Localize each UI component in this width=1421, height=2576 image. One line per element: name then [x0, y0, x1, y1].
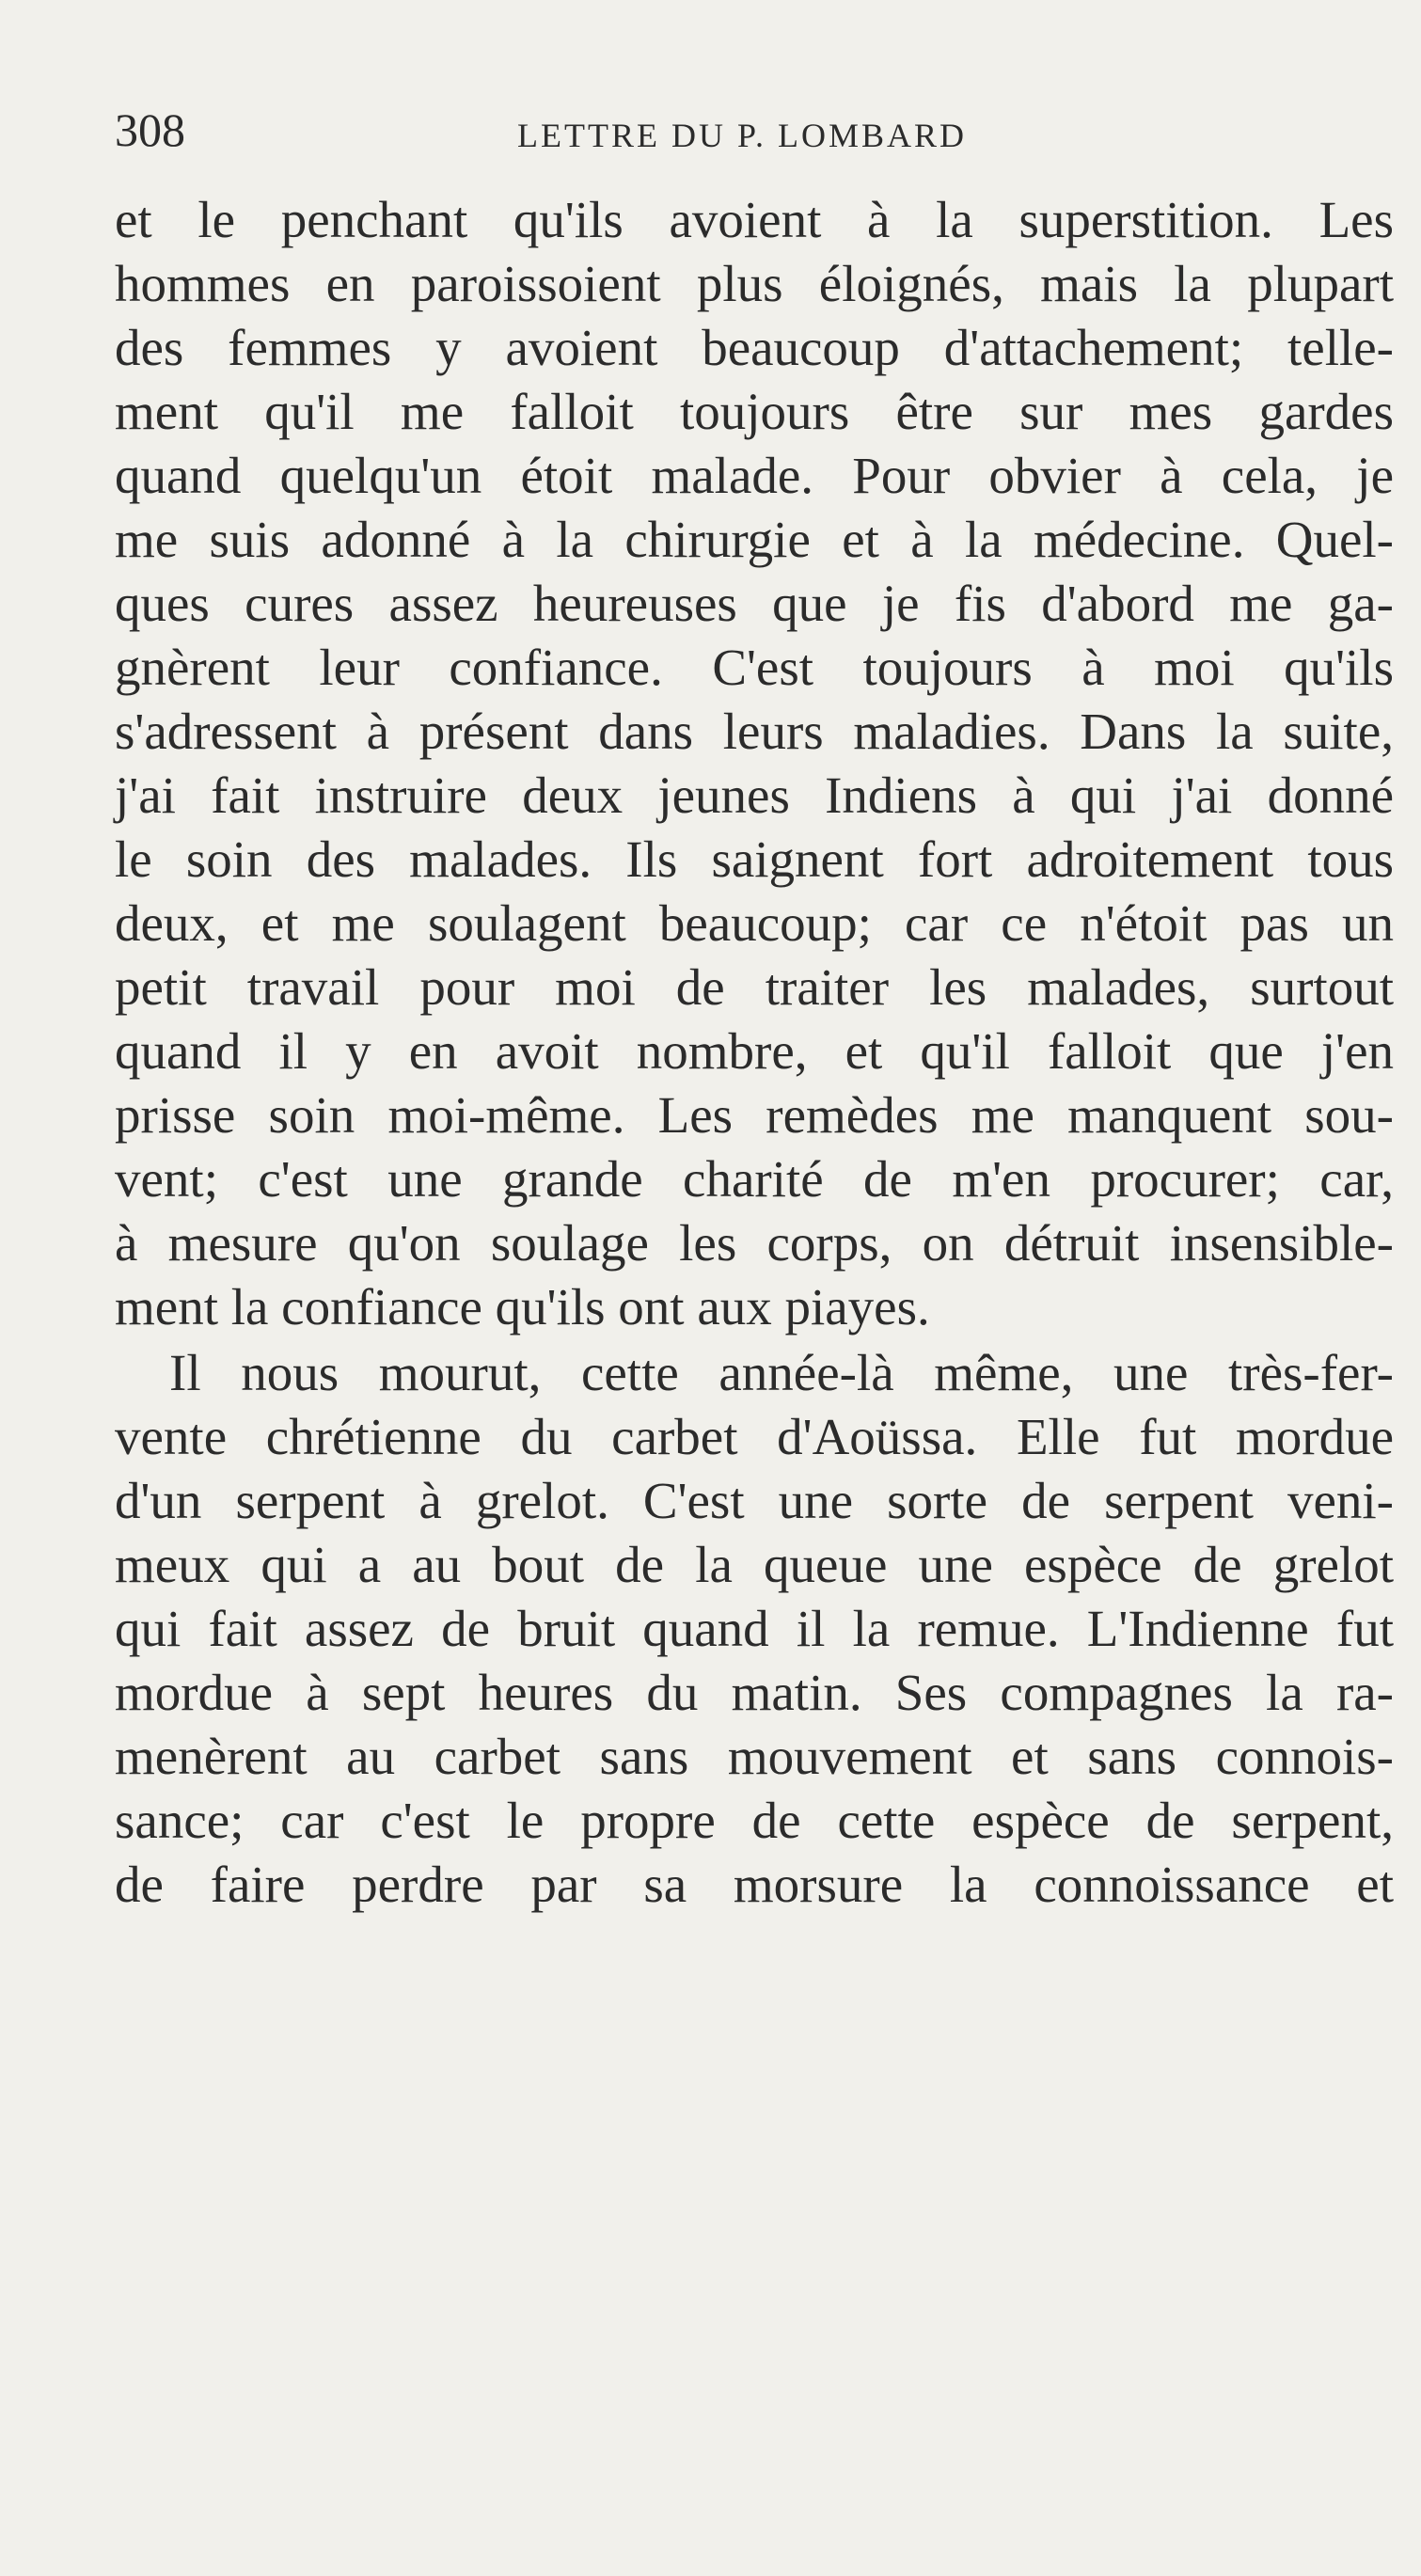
page-header: [115, 102, 1394, 158]
page-number: 308: [115, 103, 185, 156]
text-line: j'ai fait instruire deux jeunes Indiens à qui j'ai donné: [115, 766, 1394, 824]
running-head: LETTRE DU P. LOMBARD: [517, 117, 968, 154]
text-line: menèrent au carbet sans mouvement et sans connois-: [115, 1728, 1394, 1785]
text-line: ment qu'il me falloit toujours être sur mes gardes: [115, 383, 1394, 440]
text-line: gnèrent leur confiance. C'est toujours à moi qu'ils: [115, 639, 1394, 696]
text-line: petit travail pour moi de traiter les malades, surtout: [115, 958, 1394, 1016]
text-line: de faire perdre par sa morsure la connoissance et: [115, 1856, 1394, 1913]
text-line: vent; c'est une grande charité de m'en procurer; car,: [115, 1150, 1394, 1208]
text-line: meux qui a au bout de la queue une espèce de grelot: [115, 1536, 1394, 1593]
text-line: quand il y en avoit nombre, et qu'il falloit que j'en: [115, 1022, 1394, 1080]
text-line: ques cures assez heureuses que je fis d'abord me ga-: [115, 575, 1394, 632]
text-line: vente chrétienne du carbet d'Aoüssa. Elle fut mordue: [115, 1408, 1394, 1465]
text-line: mordue à sept heures du matin. Ses compagnes la ra-: [115, 1664, 1394, 1721]
text-line: des femmes y avoient beaucoup d'attachement; telle-: [115, 319, 1394, 376]
text-line: sance; car c'est le propre de cette espèce de serpent,: [115, 1792, 1394, 1849]
text-line: qui fait assez de bruit quand il la remue. L'Indienne fut: [115, 1600, 1394, 1657]
paragraph-2: [115, 1341, 1394, 1917]
text-line: prisse soin moi-même. Les remèdes me manquent sou-: [115, 1086, 1394, 1144]
text-line: à mesure qu'on soulage les corps, on détruit insensible-: [115, 1214, 1394, 1272]
text-line: s'adressent à présent dans leurs maladies. Dans la suite,: [115, 703, 1394, 760]
text-line: deux, et me soulagent beaucoup; car ce n'étoit pas un: [115, 894, 1394, 952]
body-text: [115, 188, 1394, 1917]
text-line: et le penchant qu'ils avoient à la superstition. Les: [115, 191, 1394, 248]
text-line: ment la confiance qu'ils ont aux piayes.: [115, 1278, 930, 1335]
text-line: d'un serpent à grelot. C'est une sorte de serpent veni-: [115, 1472, 1394, 1529]
text-line: me suis adonné à la chirurgie et à la médecine. Quel-: [115, 511, 1394, 568]
text-line: hommes en paroissoient plus éloignés, mais la plupart: [115, 255, 1394, 312]
text-line: Il nous mourut, cette année-là même, une très-fer-: [169, 1344, 1394, 1401]
text-line: quand quelqu'un étoit malade. Pour obvier à cela, je: [115, 447, 1394, 504]
paragraph-1: [115, 188, 1394, 1339]
text-line: le soin des malades. Ils saignent fort adroitement tous: [115, 830, 1394, 888]
